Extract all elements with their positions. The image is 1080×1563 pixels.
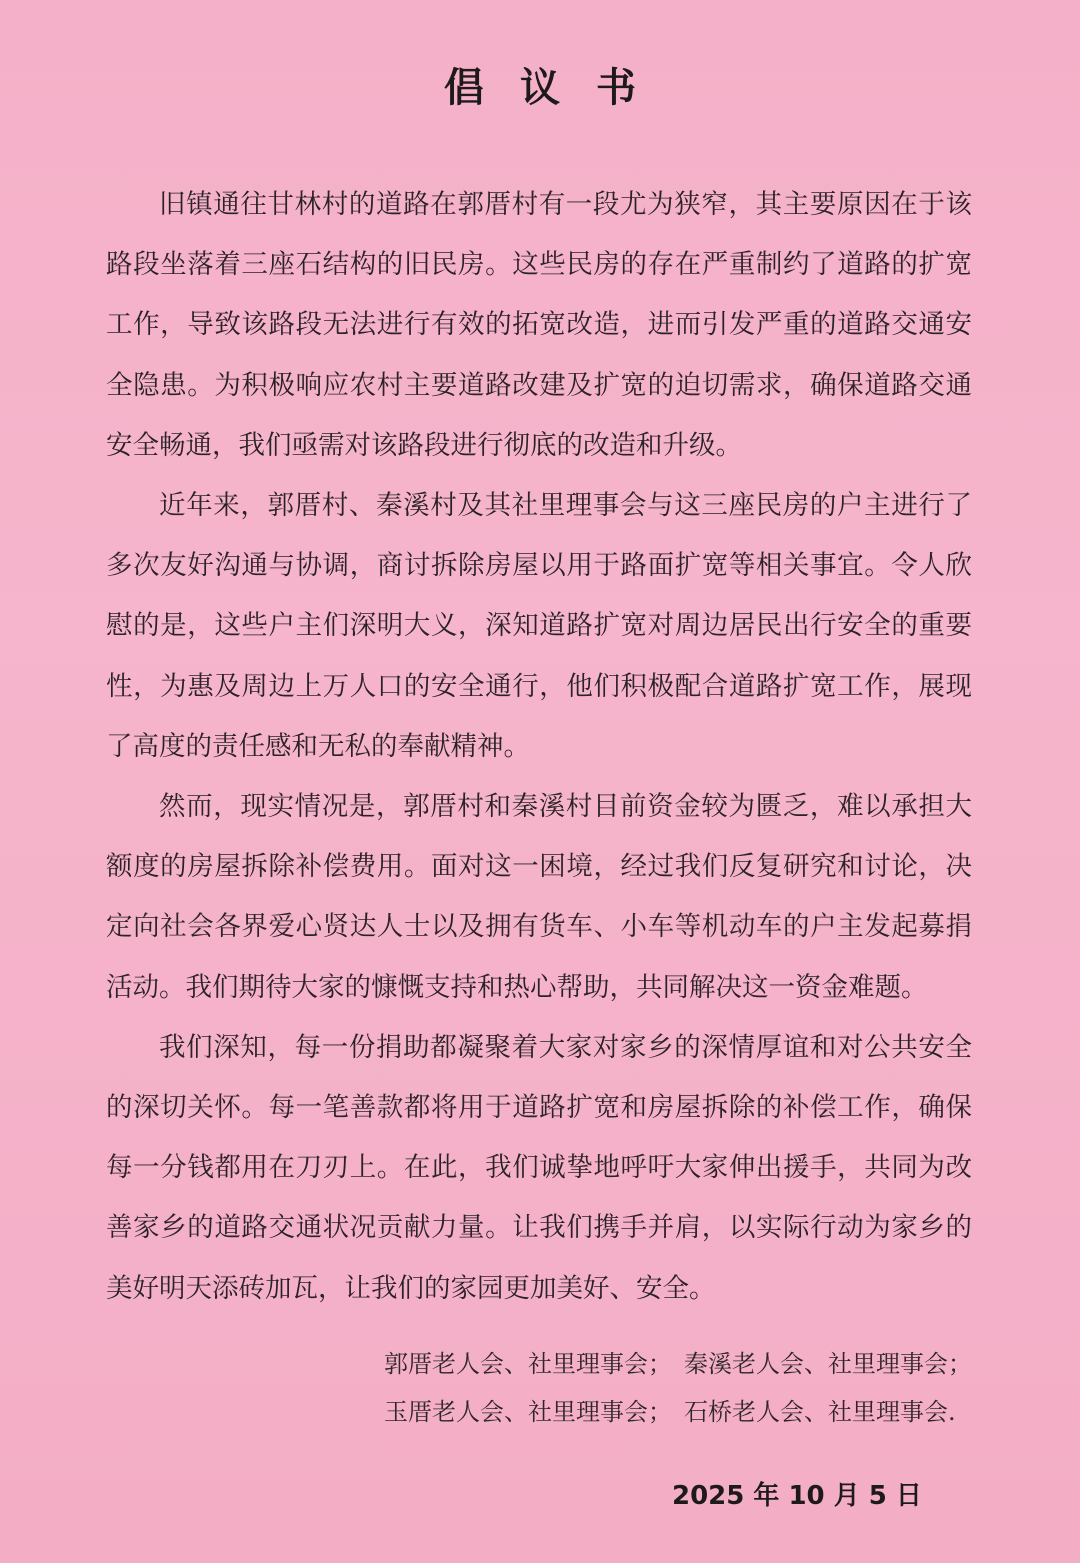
signature-shiqiao: 石桥老人会、社里理事会. — [684, 1398, 956, 1426]
signature-qinxi: 秦溪老人会、社里理事会； — [684, 1350, 972, 1378]
document-title: 倡议书 — [444, 64, 672, 111]
signature-yucuo: 玉厝老人会、社里理事会； — [384, 1398, 672, 1426]
paragraph-3: 然而，现实情况是，郭厝村和秦溪村目前资金较为匮乏，难以承担大额度的房屋拆除补偿费用。面对这一困境，经过我们反复研究和讨论，决定向社会各界爱心贤达人士以及拥有货车、小车等机动车的户主发起募捐活动。我们期待大家的慷慨支持和热心帮助，共同解决这一资金难题。 — [106, 791, 972, 1003]
signature-guocuo: 郭厝老人会、社里理事会； — [384, 1350, 672, 1378]
paragraph-2: 近年来，郭厝村、秦溪村及其社里理事会与这三座民房的户主进行了多次友好沟通与协调，商讨拆除房屋以用于路面扩宽等相关事宜。令人欣慰的是，这些户主们深明大义，深知道路扩宽对周边居民出行安全的重要性，为惠及周边上万人口的安全通行，他们积极配合道路扩宽工作，展现了高度的责任感和无私的奉献精神。 — [106, 490, 972, 762]
document-body — [106, 175, 972, 1319]
paragraph-4: 我们深知，每一份捐助都凝聚着大家对家乡的深情厚谊和对公共安全的深切关怀。每一笔善款都将用于道路扩宽和房屋拆除的补偿工作，确保每一分钱都用在刀刃上。在此，我们诚挚地呼吁大家伸出援手，共同为改善家乡的道路交通状况贡献力量。让我们携手并肩，以实际行动为家乡的美好明天添砖加瓦，让我们的家园更加美好、安全。 — [106, 1031, 972, 1304]
signature-row — [384, 1340, 984, 1388]
signature-row — [384, 1388, 984, 1436]
paragraph-1: 旧镇通往甘林村的道路在郭厝村有一段尤为狭窄，其主要原因在于该路段坐落着三座石结构的旧民房。这些民房的存在严重制约了道路的扩宽工作，导致该路段无法进行有效的拓宽改造，进而引发严重的道路交通安全隐患。为积极响应农村主要道路改建及扩宽的迫切需求，确保道路交通安全畅通，我们亟需对该路段进行彻底的改造和升级。 — [106, 189, 972, 461]
document-date: 2025 年 10 月 5 日 — [672, 1481, 922, 1511]
signature-block — [384, 1340, 984, 1436]
